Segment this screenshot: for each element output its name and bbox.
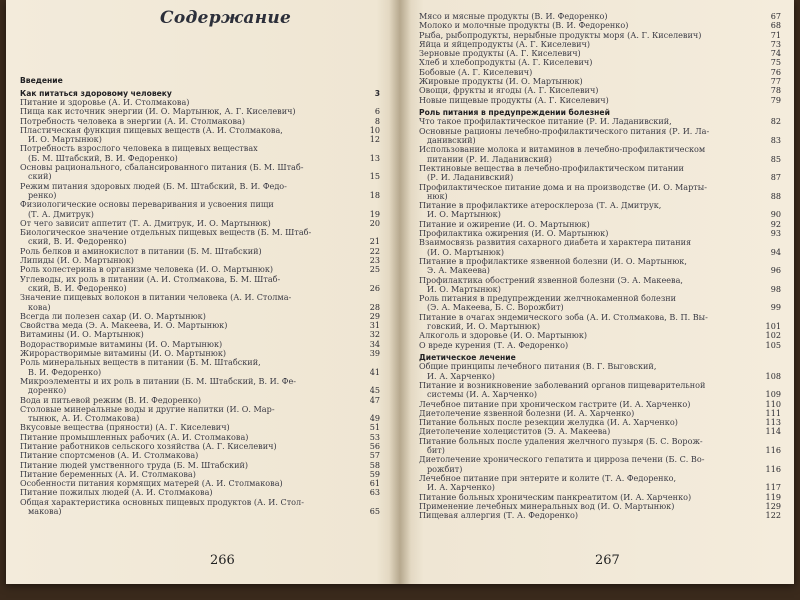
toc-entry: [419, 77, 781, 86]
toc-entry: [20, 256, 380, 265]
toc-entry-text: Особенности питания кормящих матерей (А. И. Столмакова): [20, 479, 283, 489]
toc-entry-text: Лечебное питание при энтерите и колите (Т. А. Федоренко,: [419, 473, 677, 483]
toc-entry: [20, 237, 380, 246]
section-heading-text: Роль питания в предупреждении болезней: [419, 107, 610, 117]
toc-entry-text: Питание работников сельского хозяйства (А. Г. Киселевич): [20, 441, 277, 451]
toc-entry-page: 111: [765, 408, 781, 418]
toc-entry-page: 53: [369, 432, 380, 442]
toc-entry-text: Жирорастворимые витамины (И. О. Мартынюк): [20, 349, 227, 359]
toc-entry: [419, 117, 781, 126]
toc-entry-page: 13: [369, 153, 380, 163]
toc-entry-text: системы (И. А. Харченко): [427, 390, 538, 400]
toc-entry: [20, 442, 380, 451]
toc-entry-page: 59: [369, 469, 380, 479]
toc-entry: [419, 183, 781, 192]
toc-entry: [419, 390, 781, 399]
toc-entry-page: 21: [369, 237, 380, 247]
toc-entry-page: 93: [770, 229, 781, 239]
toc-entry-text: Овощи, фрукты и ягоды (А. Г. Киселевич): [419, 86, 599, 96]
toc-entry-text: Питание и здоровье (А. И. Столмакова): [20, 98, 190, 107]
toc-entry-page: 129: [765, 501, 781, 511]
toc-entry-page: 6: [374, 107, 380, 117]
toc-entry-text: Пищевая аллергия (Т. А. Федоренко): [419, 511, 579, 521]
toc-entry-page: 76: [770, 67, 781, 77]
toc-entry-text: Вкусовые вещества (пряности) (А. Г. Киселевич): [20, 423, 230, 433]
toc-entry-page: 83: [770, 136, 781, 146]
toc-entry-page: 98: [770, 284, 781, 294]
toc-entry: [20, 414, 380, 423]
toc-entry: [20, 303, 380, 312]
toc-entry-page: 41: [369, 367, 380, 377]
toc-entry-text: Яйца и яйцепродукты (А. Г. Киселевич): [419, 39, 591, 49]
toc-entry-text: И. О. Мартынюк): [427, 284, 501, 294]
toc-entry-text: И. А. Харченко): [427, 483, 495, 493]
toc-entry-text: Водорастворимые витамины (И. О. Мартынюк): [20, 339, 223, 349]
toc-entry-text: (Б. М. Штабский, В. И. Федоренко): [28, 153, 178, 163]
toc-entry-text: Алкоголь и здоровье (И. О. Мартынюк): [419, 331, 588, 341]
toc-entry: [419, 437, 781, 446]
toc-entry: [20, 386, 380, 395]
toc-entry: [419, 136, 781, 145]
toc-entry: [419, 511, 781, 520]
toc-entry: [419, 400, 781, 409]
toc-entry: [419, 474, 781, 483]
toc-entry: [419, 446, 781, 455]
toc-entry-page: 113: [765, 418, 781, 428]
toc-entry-page: 78: [770, 86, 781, 96]
toc-entry: [20, 182, 380, 191]
toc-entry-text: Липиды (И. О. Мартынюк): [20, 256, 134, 266]
toc-entry-text: Питание людей умственного труда (Б. М. Штабский): [20, 460, 249, 470]
toc-entry-page: 39: [369, 349, 380, 359]
toc-entry-page: 90: [770, 210, 781, 220]
toc-entry: [20, 377, 380, 386]
toc-entry: [20, 107, 380, 116]
toc-entry-text: Питание беременных (А. И. Столмакова): [20, 469, 196, 479]
toc-entry-text: ский): [28, 172, 52, 182]
toc-entry-page: 28: [369, 302, 380, 312]
toc-entry-page: 34: [369, 339, 380, 349]
toc-entry: [419, 341, 781, 350]
toc-entry: [20, 265, 380, 274]
toc-entry: [419, 322, 781, 331]
toc-entry: [419, 381, 781, 390]
toc-entry-text: Питание больных хроническим панкреатитом (И. А. Харченко): [419, 492, 692, 502]
toc-entry: [419, 465, 781, 474]
book-gutter: [389, 0, 411, 584]
toc-entry: [419, 86, 781, 95]
toc-entry-text: ренко): [28, 190, 57, 200]
toc-entry-text: Основные рационы лечебно-профилактического питания (Р. И. Ла-: [419, 126, 710, 136]
section-heading: [20, 89, 380, 99]
toc-entry: [20, 163, 380, 172]
toc-entry: [419, 331, 781, 340]
toc-entry-text: Потребность взрослого человека в пищевых веществах: [20, 144, 258, 154]
toc-entry: [419, 68, 781, 77]
toc-entry: [419, 145, 781, 154]
toc-entry: [419, 248, 781, 257]
toc-entry: [419, 164, 781, 173]
toc-list-left: [20, 76, 380, 516]
toc-entry: [20, 126, 380, 135]
toc-entry-text: Роль холестерина в организме человека (И. О. Мартынюк): [20, 265, 274, 275]
toc-entry-text: Диетолечение язвенной болезни (И. А. Харченко): [419, 408, 635, 418]
toc-entry: [20, 470, 380, 479]
toc-entry: [419, 40, 781, 49]
toc-entry: [419, 58, 781, 67]
toc-entry: [419, 21, 781, 30]
toc-entry-page: 117: [765, 483, 781, 493]
toc-entry: [20, 488, 380, 497]
toc-entry-text: макова): [28, 507, 62, 517]
toc-entry: [20, 507, 380, 516]
toc-entry-page: 49: [369, 414, 380, 424]
toc-entry-text: Новые пищевые продукты (А. Г. Киселевич): [419, 95, 609, 105]
toc-entry-text: Основы рационального, сбалансированного питания (Б. М. Штаб-: [20, 163, 304, 173]
toc-entry: [419, 493, 781, 502]
toc-entry-page: 75: [770, 58, 781, 68]
toc-entry-page: 45: [369, 386, 380, 396]
toc-entry: [20, 433, 380, 442]
toc-entry: [419, 229, 781, 238]
toc-entry: [419, 220, 781, 229]
toc-entry-page: 114: [765, 427, 781, 437]
toc-entry-text: Что такое профилактическое питание (Р. И. Ладанивский,: [419, 117, 672, 127]
toc-entry-page: 47: [369, 395, 380, 405]
toc-entry-text: Физиологические основы переваривания и усвоения пищи: [20, 200, 274, 210]
toc-entry-text: Всегда ли полезен сахар (И. О. Мартынюк): [20, 311, 206, 321]
toc-entry-text: Питание пожилых людей (А. И. Столмакова): [20, 488, 213, 498]
toc-entry: [419, 294, 781, 303]
toc-entry: [20, 358, 380, 367]
toc-entry-page: 109: [765, 390, 781, 400]
toc-entry-page: 79: [770, 95, 781, 105]
toc-entry-text: Использование молока и витаминов в лечебно-профилактическом: [419, 145, 706, 155]
toc-entry: [419, 96, 781, 105]
toc-entry-text: Профилактика ожирения (И. О. Мартынюк): [419, 229, 609, 239]
toc-entry-text: Питание в профилактике атеросклероза (Т. А. Дмитрук,: [419, 201, 662, 211]
toc-entry-text: Применение лечебных минеральных вод (И. О. Мартынюк): [419, 501, 675, 511]
toc-entry-text: говский, И. О. Мартынюк): [427, 322, 541, 331]
toc-entry: [20, 349, 380, 358]
toc-entry: [419, 418, 781, 427]
toc-entry: [419, 285, 781, 294]
toc-entry-page: 102: [765, 331, 781, 341]
toc-entry-text: Хлеб и хлебопродукты (А. Г. Киселевич): [419, 58, 593, 68]
toc-entry: [419, 276, 781, 285]
right-page: [419, 0, 781, 584]
toc-entry-page: 29: [369, 311, 380, 321]
toc-entry: [20, 228, 380, 237]
toc-entry: [20, 117, 380, 126]
section-page-number: 3: [374, 88, 380, 98]
toc-entry-text: Микроэлементы и их роль в питании (Б. М. Штабский, В. И. Фе-: [20, 376, 297, 386]
toc-entry: [20, 451, 380, 460]
section-heading: [419, 108, 781, 118]
section-heading-text: Как питаться здоровому человеку: [20, 88, 172, 98]
toc-entry-page: 96: [770, 266, 781, 276]
toc-entry: [20, 461, 380, 470]
toc-entry: [419, 173, 781, 182]
toc-entry: [419, 483, 781, 492]
toc-entry-text: Питание и возникновение заболеваний органов пищеварительной: [419, 380, 706, 390]
left-page: [20, 0, 380, 584]
toc-entry-text: Роль питания в предупреждении желчнокаменной болезни: [419, 294, 677, 304]
toc-entry: [20, 247, 380, 256]
toc-entry-text: Свойства меда (Э. А. Макеева, И. О. Мартынюк): [20, 321, 228, 331]
toc-entry-page: 119: [765, 492, 781, 502]
toc-entry-text: бит): [427, 446, 445, 456]
toc-entry-page: 74: [770, 49, 781, 59]
toc-entry: [20, 405, 380, 414]
toc-entry-page: 71: [770, 30, 781, 40]
toc-entry-page: 73: [770, 39, 781, 49]
toc-entry-text: В. И. Федоренко): [28, 367, 102, 377]
toc-entry-text: (Р. И. Ладанивский): [427, 173, 514, 183]
toc-entry-page: 31: [369, 321, 380, 331]
toc-entry: [419, 238, 781, 247]
toc-entry-text: Питание в профилактике язвенной болезни (И. О. Мартынюк,: [419, 256, 687, 266]
toc-entry-page: 101: [765, 322, 781, 331]
page-number-left: 266: [210, 553, 235, 568]
section-heading: [20, 76, 380, 86]
toc-entry-page: 99: [770, 303, 781, 313]
toc-entry: [20, 293, 380, 302]
toc-entry-page: 92: [770, 219, 781, 229]
page-title: Содержание: [160, 8, 292, 28]
toc-entry-text: рожбит): [427, 464, 463, 474]
toc-entry-page: 82: [770, 117, 781, 127]
toc-entry: [20, 191, 380, 200]
toc-entry-text: Профилактическое питание дома и на производстве (И. О. Марты-: [419, 182, 707, 192]
toc-entry-page: 105: [765, 340, 781, 350]
toc-entry-page: 88: [770, 191, 781, 201]
toc-entry-page: 19: [369, 209, 380, 219]
toc-entry: [419, 409, 781, 418]
section-heading: [419, 353, 781, 363]
toc-entry-page: 116: [765, 464, 781, 474]
toc-entry: [20, 98, 380, 107]
toc-entry: [20, 498, 380, 507]
toc-entry-text: Взаимосвязь развития сахарного диабета и характера питания: [419, 238, 692, 248]
toc-entry-text: Общая характеристика основных пищевых продуктов (А. И. Стол-: [20, 497, 304, 507]
toc-entry-text: Режим питания здоровых людей (Б. М. Штабский, В. И. Федо-: [20, 181, 287, 191]
toc-entry-text: питании (Р. И. Ладанивский): [427, 154, 553, 164]
toc-entry-text: Зерновые продукты (А. Г. Киселевич): [419, 49, 581, 59]
toc-entry-page: 12: [369, 135, 380, 145]
toc-entry: [419, 303, 781, 312]
toc-entry: [20, 321, 380, 330]
toc-entry-page: 8: [374, 116, 380, 126]
toc-entry: [20, 144, 380, 153]
toc-entry: [20, 479, 380, 488]
toc-entry-page: 65: [369, 507, 380, 517]
toc-entry-page: 51: [369, 423, 380, 433]
toc-entry-text: Бобовые (А. Г. Киселевич): [419, 67, 533, 77]
toc-entry-page: 77: [770, 77, 781, 87]
toc-entry-text: Лечебное питание при хроническом гастрите (И. А. Харченко): [419, 399, 691, 409]
toc-entry-text: Углеводы, их роль в питании (А. И. Столмакова, Б. М. Штаб-: [20, 274, 281, 284]
toc-entry-text: Питание в очагах эндемического зоба (А. И. Столмакова, В. П. Вы-: [419, 312, 708, 322]
toc-entry: [20, 330, 380, 339]
toc-entry-page: 57: [369, 451, 380, 461]
toc-entry-text: Столовые минеральные воды и другие напитки (И. О. Мар-: [20, 404, 275, 414]
toc-entry-page: 94: [770, 247, 781, 257]
toc-entry-text: Э. А. Макеева): [427, 266, 490, 276]
toc-entry-text: Питание промышленных рабочих (А. И. Столмакова): [20, 432, 249, 442]
toc-entry-text: Профилактика обострений язвенной болезни (Э. А. Макеева,: [419, 275, 683, 285]
toc-entry-text: Жировые продукты (И. О. Мартынюк): [419, 77, 583, 87]
toc-entry-text: нюк): [427, 191, 448, 201]
toc-entry-page: 22: [369, 246, 380, 256]
toc-entry: [419, 313, 781, 322]
toc-entry: [20, 135, 380, 144]
toc-entry-page: 58: [369, 460, 380, 470]
toc-entry-text: (Э. А. Макеева, Б. С. Ворожбит): [427, 303, 564, 313]
toc-entry-text: Значение пищевых волокон в питании человека (А. И. Столма-: [20, 293, 292, 303]
toc-entry: [419, 201, 781, 210]
toc-entry-text: И. А. Харченко): [427, 371, 495, 381]
toc-entry-page: 108: [765, 371, 781, 381]
toc-entry-page: 85: [770, 154, 781, 164]
toc-entry-text: Роль минеральных веществ в питании (Б. М. Штабский,: [20, 358, 261, 368]
toc-entry-page: 122: [765, 511, 781, 521]
toc-entry: [20, 200, 380, 209]
toc-entry-page: 68: [770, 21, 781, 31]
toc-entry-text: Биологическое значение отдельных пищевых веществ (Б. М. Штаб-: [20, 228, 312, 238]
toc-entry: [20, 219, 380, 228]
toc-entry: [419, 127, 781, 136]
toc-entry-text: Диетолечение хронического гепатита и цирроза печени (Б. С. Во-: [419, 455, 705, 465]
toc-entry-text: Диетолечение холециститов (Э. А. Макеева): [419, 427, 611, 437]
toc-entry-text: Питание больных после удаления желчного пузыря (Б. С. Ворож-: [419, 436, 703, 446]
toc-entry: [419, 266, 781, 275]
page-number-right: 267: [595, 553, 620, 568]
toc-entry: [419, 210, 781, 219]
toc-entry-text: Пища как источник энергии (И. О. Мартынюк, А. Г. Киселевич): [20, 107, 296, 117]
toc-entry-page: 26: [369, 283, 380, 293]
toc-entry: [419, 502, 781, 511]
toc-entry-page: 20: [369, 218, 380, 228]
toc-entry-text: Молоко и молочные продукты (В. И. Федоренко): [419, 21, 629, 31]
toc-entry-page: 15: [369, 172, 380, 182]
toc-entry: [419, 257, 781, 266]
toc-entry: [419, 372, 781, 381]
toc-entry: [20, 396, 380, 405]
toc-entry: [419, 12, 781, 21]
open-book: [6, 0, 794, 584]
toc-entry-text: кова): [28, 302, 51, 312]
toc-entry-text: доренко): [28, 386, 67, 396]
toc-entry: [20, 172, 380, 181]
toc-entry-text: ский, В. И. Федоренко): [28, 283, 127, 293]
toc-entry-text: Питание спортсменов (А. И. Столмакова): [20, 451, 199, 461]
toc-entry: [419, 192, 781, 201]
toc-entry-text: данивский): [427, 136, 476, 146]
toc-entry: [20, 312, 380, 321]
toc-entry-page: 18: [369, 190, 380, 200]
toc-entry-page: 67: [770, 12, 781, 21]
toc-entry-text: Общие принципы лечебного питания (В. Г. Выговский,: [419, 362, 657, 372]
toc-list-right: [419, 12, 781, 520]
toc-entry-text: Питание и ожирение (И. О. Мартынюк): [419, 219, 590, 229]
toc-entry-text: О вреде курения (Т. А. Федоренко): [419, 340, 569, 350]
toc-entry: [419, 455, 781, 464]
toc-entry-text: тынюк, А. И. Столмакова): [28, 414, 140, 424]
toc-entry: [20, 284, 380, 293]
toc-entry-page: 32: [369, 330, 380, 340]
section-heading-text: Диетическое лечение: [419, 352, 516, 362]
toc-entry: [20, 154, 380, 163]
toc-entry-text: Вода и питьевой режим (В. И. Федоренко): [20, 395, 201, 405]
toc-entry: [20, 275, 380, 284]
toc-entry-text: И. О. Мартынюк): [427, 210, 501, 220]
toc-entry-page: 10: [369, 125, 380, 135]
toc-entry-page: 23: [369, 256, 380, 266]
toc-entry: [20, 368, 380, 377]
toc-entry-text: (И. О. Мартынюк): [427, 247, 505, 257]
toc-entry-text: Потребность человека в энергии (А. И. Столмакова): [20, 116, 246, 126]
toc-entry: [419, 31, 781, 40]
toc-entry-page: 56: [369, 441, 380, 451]
toc-entry: [20, 210, 380, 219]
toc-entry: [419, 49, 781, 58]
toc-entry: [419, 427, 781, 436]
toc-entry: [20, 340, 380, 349]
toc-entry-text: Витамины (И. О. Мартынюк): [20, 330, 144, 340]
toc-entry: [419, 155, 781, 164]
toc-entry-page: 110: [765, 399, 781, 409]
toc-entry-text: От чего зависит аппетит (Т. А. Дмитрук, И. О. Мартынюк): [20, 218, 271, 228]
toc-entry-text: И. О. Мартынюк): [28, 135, 102, 145]
toc-entry-page: 61: [369, 479, 380, 489]
toc-entry-page: 63: [369, 488, 380, 498]
toc-entry-page: 116: [765, 446, 781, 456]
toc-entry-text: Пластическая функция пищевых веществ (А. И. Столмакова,: [20, 125, 283, 135]
section-heading-text: Введение: [20, 76, 63, 85]
toc-entry-text: Питание больных после резекции желудка (И. А. Харченко): [419, 418, 678, 428]
toc-entry-text: ский, В. И. Федоренко): [28, 237, 127, 247]
toc-entry-text: (Т. А. Дмитрук): [28, 209, 94, 219]
toc-entry-text: Пектиновые вещества в лечебно-профилактическом питании: [419, 163, 684, 173]
toc-entry: [419, 362, 781, 371]
toc-entry-text: Мясо и мясные продукты (В. И. Федоренко): [419, 12, 608, 21]
toc-entry-page: 87: [770, 173, 781, 183]
toc-entry: [20, 423, 380, 432]
toc-entry-text: Роль белков и аминокислот в питании (Б. М. Штабский): [20, 246, 262, 256]
toc-entry-page: 25: [369, 265, 380, 275]
toc-entry-text: Рыба, рыбопродукты, нерыбные продукты моря (А. Г. Киселевич): [419, 30, 702, 40]
